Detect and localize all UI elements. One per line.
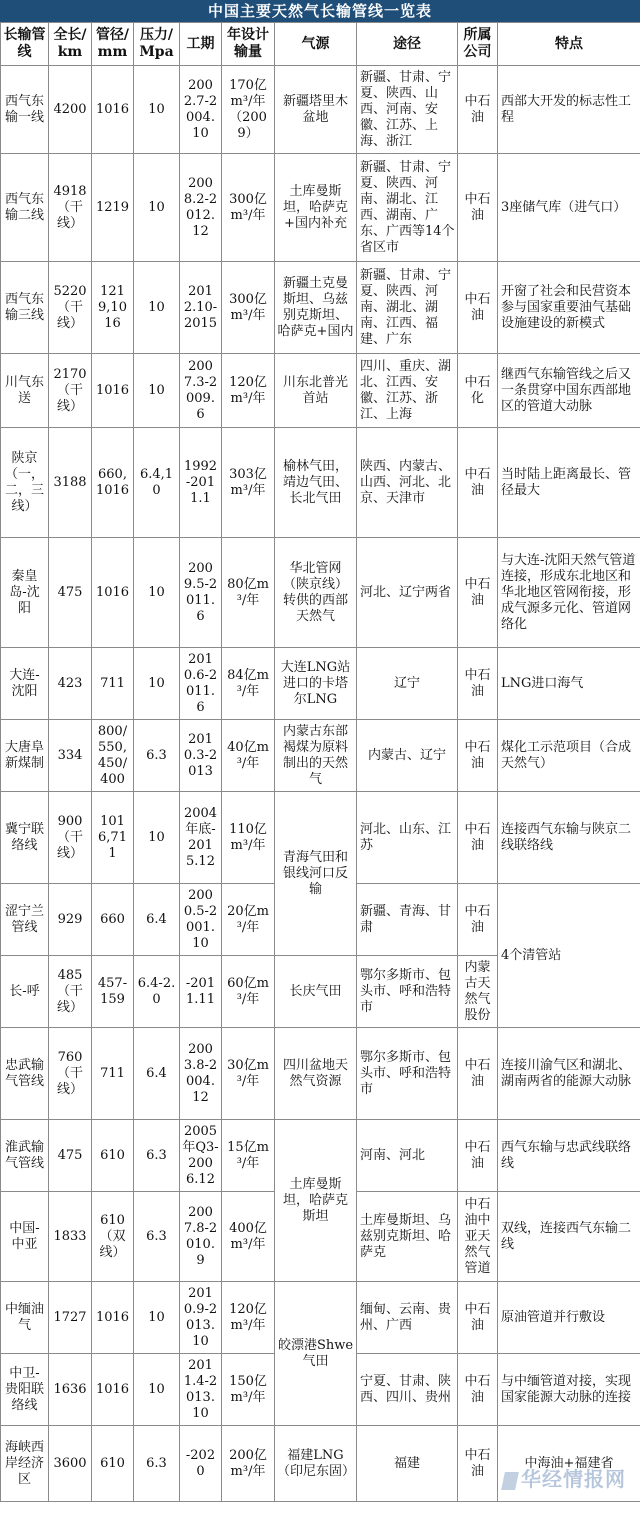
cell-capacity: 170亿m³/年（2009） (222, 66, 275, 154)
cell-pressure: 6.4 (134, 884, 180, 956)
header-diameter: 管径/mm (92, 23, 134, 66)
cell-period: 2012.10-2015 (180, 262, 222, 354)
cell-feature: 与大连-沈阳天然气管道连接，形成东北地区和华北地区管网衔接，形成气源多元化、管道网络化 (498, 538, 640, 648)
cell-pressure: 10 (134, 262, 180, 354)
cell-name: 忠武输气管线 (1, 1028, 49, 1120)
cell-company: 中石油 (458, 1120, 498, 1192)
cell-company: 中石油 (458, 720, 498, 792)
cell-route: 鄂尔多斯市、包头市、呼和浩特市 (357, 1028, 458, 1120)
watermark-logo-icon (501, 1472, 519, 1490)
cell-name: 陕京（一，二，三线） (1, 428, 49, 538)
cell-pressure: 6.3 (134, 720, 180, 792)
cell-feature: 双线，连接西气东输二线 (498, 1192, 640, 1282)
table-row (1, 66, 640, 154)
cell-pressure: 6.4,10 (134, 428, 180, 538)
watermark-text: 华经情报网 (521, 1467, 626, 1491)
cell-length: 3188 (49, 428, 92, 538)
cell-diameter: 1016 (92, 66, 134, 154)
cell-capacity: 30亿m³/年 (222, 1028, 275, 1120)
cell-route: 新疆、甘肃、宁夏、陕西、河南、湖北、湖南、江西、福建、广东 (357, 262, 458, 354)
cell-company: 中石油 (458, 66, 498, 154)
cell-name: 中缅油气 (1, 1282, 49, 1354)
cell-diameter: 1016 (92, 354, 134, 428)
cell-diameter: 711 (92, 1028, 134, 1120)
cell-feature: 西部大开发的标志性工程 (498, 66, 640, 154)
cell-source: 华北管网（陕京线）转供的西部天然气 (275, 538, 357, 648)
cell-diameter: 1219 (92, 154, 134, 262)
cell-route: 内蒙古、辽宁 (357, 720, 458, 792)
header-source: 气源 (275, 23, 357, 66)
cell-period: 2000.5-2001.10 (180, 884, 222, 956)
cell-name: 长-呼 (1, 956, 49, 1028)
cell-period: 2007.3-2009.6 (180, 354, 222, 428)
cell-source: 福建LNG（印尼东固） (275, 1426, 357, 1502)
cell-source: 土库曼斯坦，哈萨克+国内补充 (275, 154, 357, 262)
cell-route: 四川、重庆、湖北、江西、安徽、江苏、浙江、上海 (357, 354, 458, 428)
cell-pressure: 10 (134, 1354, 180, 1426)
cell-name: 西气东输一线 (1, 66, 49, 154)
header-feature: 特点 (498, 23, 640, 66)
cell-route: 河北、山东、江苏 (357, 792, 458, 884)
cell-source: 长庆气田 (275, 956, 357, 1028)
cell-name: 海峡西岸经济区 (1, 1426, 49, 1502)
cell-route: 河南、河北 (357, 1120, 458, 1192)
cell-pressure: 10 (134, 648, 180, 720)
cell-length: 1727 (49, 1282, 92, 1354)
cell-diameter: 1219,1016 (92, 262, 134, 354)
cell-source: 大连LNG站进口的卡塔尔LNG (275, 648, 357, 720)
cell-source: 新疆塔里木盆地 (275, 66, 357, 154)
cell-feature: 西气东输与忠武线联络线 (498, 1120, 640, 1192)
cell-name: 中国-中亚 (1, 1192, 49, 1282)
cell-length: 475 (49, 1120, 92, 1192)
header-name: 长输管线 (1, 23, 49, 66)
cell-company: 中石油 (458, 884, 498, 956)
cell-length: 2170（干线） (49, 354, 92, 428)
cell-capacity: 120亿m³/年 (222, 354, 275, 428)
cell-capacity: 300亿m³/年 (222, 262, 275, 354)
cell-diameter: 610（双线） (92, 1192, 134, 1282)
cell-capacity: 200亿m³/年 (222, 1426, 275, 1502)
cell-pressure: 6.3 (134, 1426, 180, 1502)
cell-route: 缅甸、云南、贵州、广西 (357, 1282, 458, 1354)
cell-name: 大连-沈阳 (1, 648, 49, 720)
cell-pressure: 10 (134, 66, 180, 154)
watermark (503, 1463, 626, 1492)
cell-name: 西气东输二线 (1, 154, 49, 262)
cell-capacity: 80亿m³/年 (222, 538, 275, 648)
table-row (1, 154, 640, 262)
cell-capacity: 300亿m³/年 (222, 154, 275, 262)
cell-pressure: 6.3 (134, 1192, 180, 1282)
cell-name: 中卫-贵阳联络线 (1, 1354, 49, 1426)
cell-length: 334 (49, 720, 92, 792)
header-company: 所属公司 (458, 23, 498, 66)
table-title: 中国主要天然气长输管线一览表 (0, 0, 640, 22)
cell-pressure: 10 (134, 154, 180, 262)
table-row (1, 1282, 640, 1354)
cell-company: 中石油 (458, 538, 498, 648)
cell-period: 2010.9-2013.10 (180, 1282, 222, 1354)
cell-capacity: 110亿m³/年 (222, 792, 275, 884)
cell-company: 中石油 (458, 648, 498, 720)
cell-capacity: 20亿m³/年 (222, 884, 275, 956)
cell-feature: 中海油+福建省 (498, 1426, 640, 1502)
table-row (1, 648, 640, 720)
cell-diameter: 1016 (92, 1282, 134, 1354)
cell-route: 河北、辽宁两省 (357, 538, 458, 648)
cell-feature: 连接西气东输与陕京二线联络线 (498, 792, 640, 884)
cell-feature: 当时陆上距离最长、管径最大 (498, 428, 640, 538)
cell-capacity: 40亿m³/年 (222, 720, 275, 792)
cell-diameter: 1016 (92, 538, 134, 648)
cell-pressure: 6.3 (134, 1120, 180, 1192)
cell-name: 西气东输三线 (1, 262, 49, 354)
cell-name: 淮武输气管线 (1, 1120, 49, 1192)
cell-source-merged: 土库曼斯坦，哈萨克斯坦 (275, 1120, 357, 1282)
table-row (1, 354, 640, 428)
cell-period: 2009.5-2011.6 (180, 538, 222, 648)
cell-feature: 3座储气库（进气口） (498, 154, 640, 262)
cell-company: 中石油 (458, 1426, 498, 1502)
cell-company: 中石油 (458, 792, 498, 884)
cell-period: 2002.7-2004.10 (180, 66, 222, 154)
cell-name: 秦皇岛-沈阳 (1, 538, 49, 648)
table-row (1, 262, 640, 354)
cell-route: 土库曼斯坦、乌兹别克斯坦、哈萨克 (357, 1192, 458, 1282)
cell-capacity: 150亿m³/年 (222, 1354, 275, 1426)
table-row (1, 792, 640, 884)
cell-feature: 连接川渝气区和湖北、湖南两省的能源大动脉 (498, 1028, 640, 1120)
cell-source: 四川盆地天然气资源 (275, 1028, 357, 1120)
cell-pressure: 6.4 (134, 1028, 180, 1120)
table-row (1, 1028, 640, 1120)
cell-pressure: 10 (134, 792, 180, 884)
cell-length: 3600 (49, 1426, 92, 1502)
header-row (1, 23, 640, 66)
table-row (1, 538, 640, 648)
header-length: 全长/km (49, 23, 92, 66)
cell-length: 1833 (49, 1192, 92, 1282)
cell-diameter: 1016 (92, 1354, 134, 1426)
table-row (1, 428, 640, 538)
cell-feature-merged: 4个清管站 (498, 884, 640, 1028)
cell-company: 中石油 (458, 1354, 498, 1426)
cell-company: 中石油 (458, 428, 498, 538)
cell-diameter: 800/550,450/400 (92, 720, 134, 792)
cell-diameter: 660,1016 (92, 428, 134, 538)
cell-source: 榆林气田，靖边气田、长北气田 (275, 428, 357, 538)
cell-feature: 继西气东输管线之后又一条贯穿中国东西部地区的管道大动脉 (498, 354, 640, 428)
cell-period: 2008.2-2012.12 (180, 154, 222, 262)
cell-period: -2011.11 (180, 956, 222, 1028)
cell-name: 冀宁联络线 (1, 792, 49, 884)
cell-capacity: 120亿m³/年 (222, 1282, 275, 1354)
cell-company: 中石油 (458, 1282, 498, 1354)
header-route: 途径 (357, 23, 458, 66)
cell-period: 2003.8-2004.12 (180, 1028, 222, 1120)
cell-capacity: 400亿m³/年 (222, 1192, 275, 1282)
cell-feature: 原油管道并行敷设 (498, 1282, 640, 1354)
header-pressure: 压力/Mpa (134, 23, 180, 66)
cell-company: 中石油中亚天然气管道 (458, 1192, 498, 1282)
cell-capacity: 60亿m³/年 (222, 956, 275, 1028)
cell-route: 福建 (357, 1426, 458, 1502)
cell-route: 辽宁 (357, 648, 458, 720)
cell-diameter: 457-159 (92, 956, 134, 1028)
cell-period: 2010.3-2013 (180, 720, 222, 792)
cell-period: 2010.6-2011.6 (180, 648, 222, 720)
table-row (1, 1120, 640, 1192)
pipeline-table (0, 22, 640, 1502)
cell-diameter: 610 (92, 1426, 134, 1502)
cell-diameter: 610 (92, 1120, 134, 1192)
cell-feature: 开窗了社会和民营资本参与国家重要油气基础设施建设的新模式 (498, 262, 640, 354)
cell-route: 陕西、内蒙古、山西、河北、北京、天津市 (357, 428, 458, 538)
cell-route: 新疆、青海、甘肃 (357, 884, 458, 956)
cell-source-merged: 青海气田和银线河口反输 (275, 792, 357, 956)
cell-company: 中石油 (458, 154, 498, 262)
cell-route: 新疆、甘肃、宁夏、陕西、河南、湖北、江西、湖南、广东、广西等14个省区市 (357, 154, 458, 262)
header-capacity: 年设计输量 (222, 23, 275, 66)
cell-company: 中石化 (458, 354, 498, 428)
cell-source: 新疆土克曼斯坦、乌兹别克斯坦、哈萨克+国内 (275, 262, 357, 354)
cell-company: 内蒙古天然气股份 (458, 956, 498, 1028)
cell-period: 2007.8-2010.9 (180, 1192, 222, 1282)
cell-source-merged: 皎漂港Shwe气田 (275, 1282, 357, 1426)
cell-capacity: 303亿m³/年 (222, 428, 275, 538)
cell-diameter: 660 (92, 884, 134, 956)
cell-source: 内蒙古东部褐煤为原料制出的天然气 (275, 720, 357, 792)
cell-length: 900（干线） (49, 792, 92, 884)
cell-length: 485（干线） (49, 956, 92, 1028)
cell-length: 5220（干线） (49, 262, 92, 354)
cell-diameter: 711 (92, 648, 134, 720)
cell-pressure: 10 (134, 1282, 180, 1354)
cell-diameter: 1016,711 (92, 792, 134, 884)
cell-name: 川气东送 (1, 354, 49, 428)
cell-period: -2020 (180, 1426, 222, 1502)
cell-capacity: 84亿m³/年 (222, 648, 275, 720)
cell-length: 423 (49, 648, 92, 720)
cell-pressure: 10 (134, 538, 180, 648)
table-row (1, 720, 640, 792)
cell-route: 宁夏、甘肃、陕西、四川、贵州 (357, 1354, 458, 1426)
cell-feature: 煤化工示范项目（合成天然气） (498, 720, 640, 792)
cell-length: 760（干线） (49, 1028, 92, 1120)
cell-feature: 与中缅管道对接，实现国家能源大动脉的连接 (498, 1354, 640, 1426)
cell-length: 929 (49, 884, 92, 956)
cell-feature: LNG进口海气 (498, 648, 640, 720)
cell-length: 475 (49, 538, 92, 648)
cell-period: 2004年底-2015.12 (180, 792, 222, 884)
cell-length: 4200 (49, 66, 92, 154)
cell-pressure: 6.4-2.0 (134, 956, 180, 1028)
cell-length: 1636 (49, 1354, 92, 1426)
cell-capacity: 15亿m³/年 (222, 1120, 275, 1192)
header-period: 工期 (180, 23, 222, 66)
cell-name: 大唐阜新煤制 (1, 720, 49, 792)
cell-pressure: 10 (134, 354, 180, 428)
cell-source: 川东北普光首站 (275, 354, 357, 428)
cell-period: 2005年Q3-2006.12 (180, 1120, 222, 1192)
cell-period: 2011.4-2013.10 (180, 1354, 222, 1426)
cell-name: 涩宁兰管线 (1, 884, 49, 956)
cell-company: 中石油 (458, 262, 498, 354)
cell-length: 4918（干线） (49, 154, 92, 262)
cell-route: 新疆、甘肃、宁夏、陕西、山西、河南、安徽、江苏、上海、浙江 (357, 66, 458, 154)
cell-period: 1992-2011.1 (180, 428, 222, 538)
cell-route: 鄂尔多斯市、包头市、呼和浩特市 (357, 956, 458, 1028)
cell-company: 中石油 (458, 1028, 498, 1120)
